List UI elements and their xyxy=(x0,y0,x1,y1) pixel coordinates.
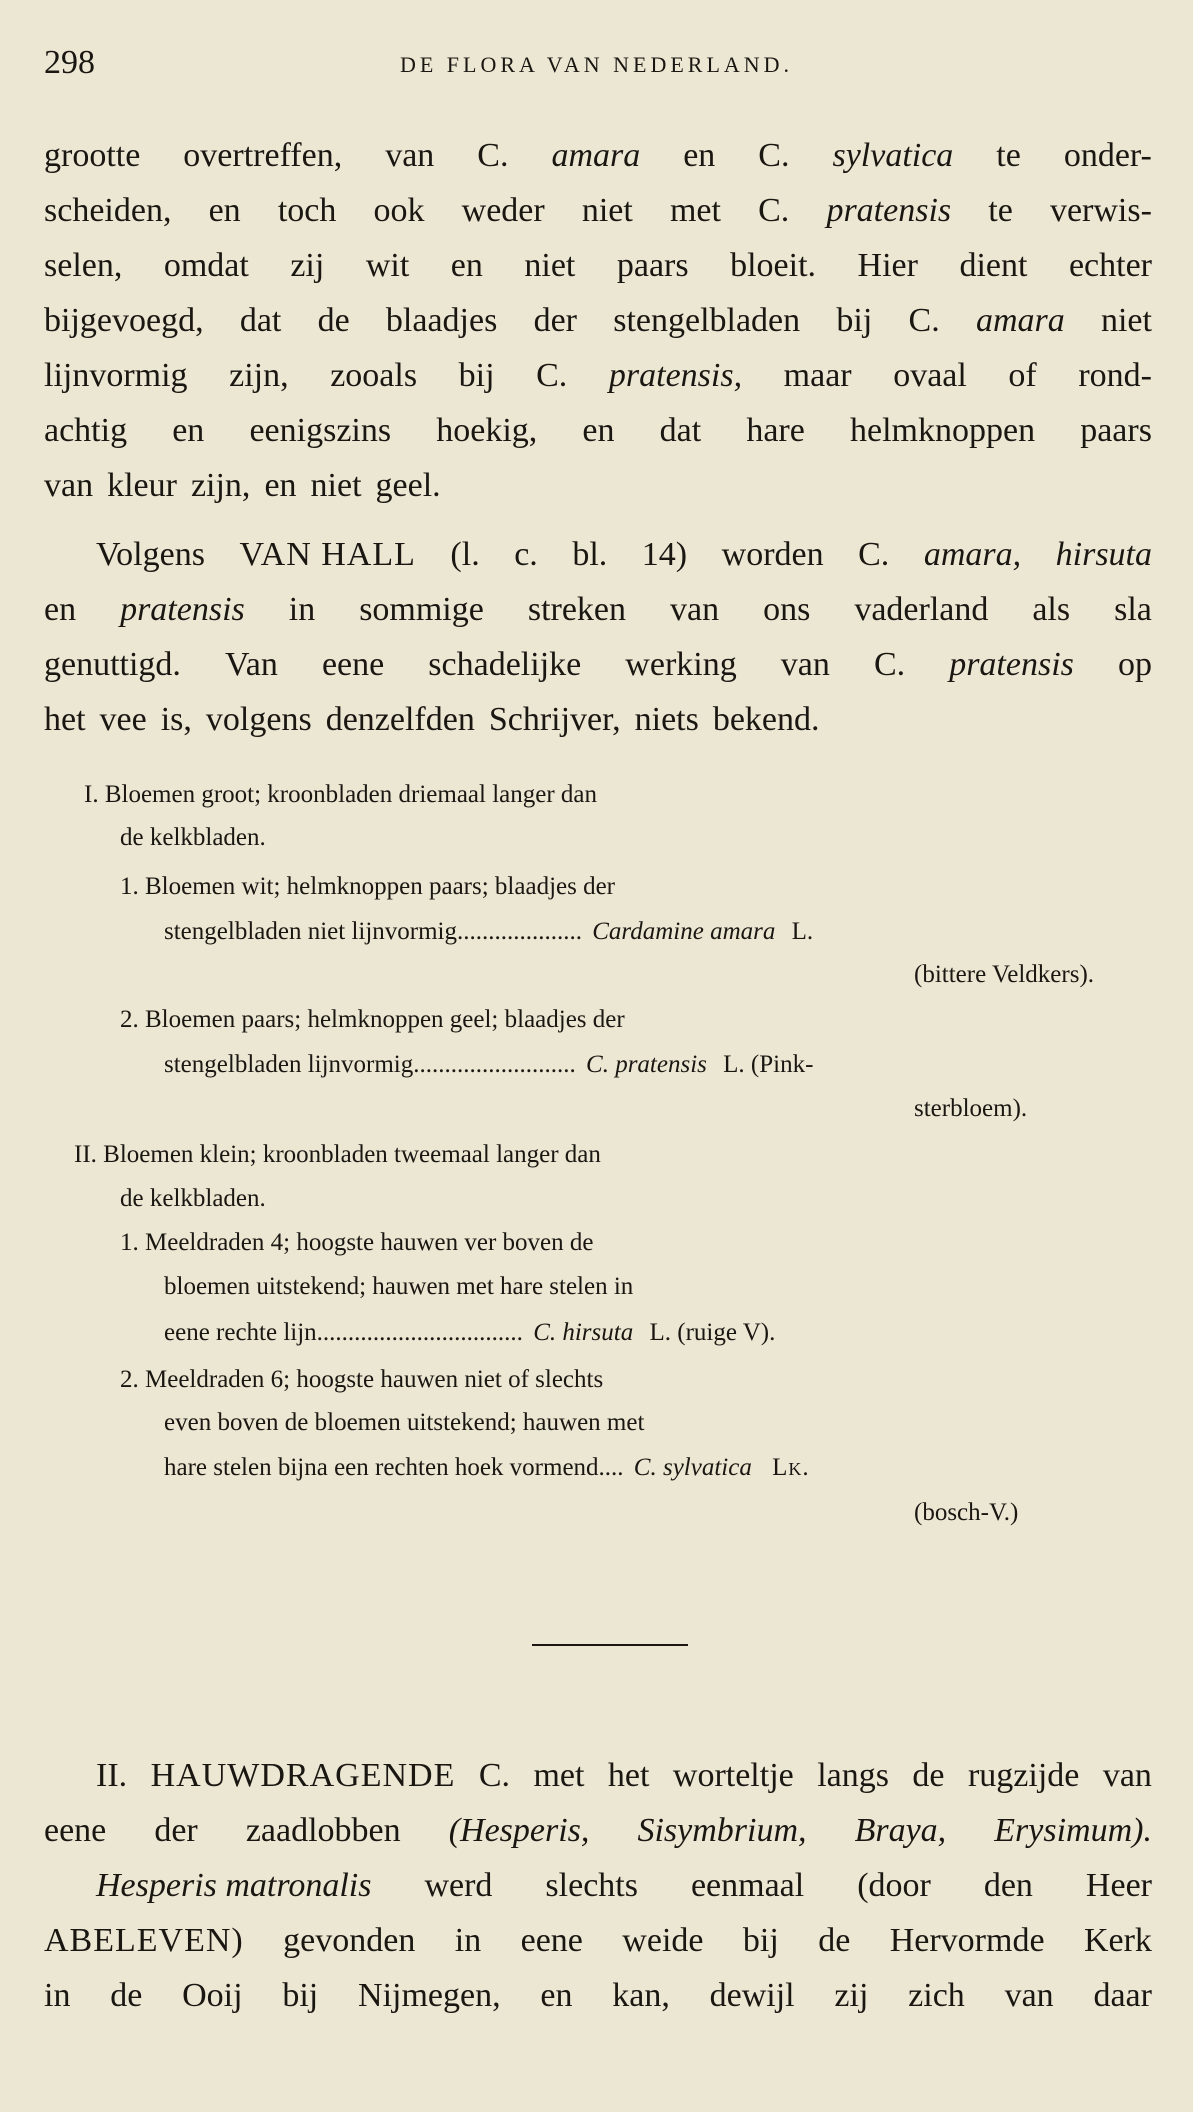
text-line xyxy=(44,348,1152,403)
word: Schrijver, xyxy=(488,701,621,738)
word: sommige xyxy=(359,591,484,628)
word: helmknoppen xyxy=(850,412,1036,449)
word: of xyxy=(1008,357,1037,394)
species-name: Hesperis matronalis xyxy=(96,1867,372,1904)
word: de xyxy=(912,1757,945,1794)
key-lead: hare stelen bijna een rechten hoek vormend.... xyxy=(164,1454,624,1481)
key-entry xyxy=(164,1050,1144,1080)
word: zooals xyxy=(330,357,418,394)
word: achtig xyxy=(44,412,128,449)
species-name: amara, xyxy=(923,536,1022,573)
text-line xyxy=(44,403,1152,458)
word: denzelfden xyxy=(325,701,475,738)
word: is, xyxy=(160,701,192,738)
identification-key xyxy=(44,780,1152,1580)
word: daar xyxy=(1093,1977,1152,2014)
word: zaadlobben xyxy=(245,1812,401,1849)
word: paars xyxy=(1080,412,1152,449)
word: bij xyxy=(742,1922,779,1959)
word: bl. xyxy=(572,536,608,573)
key-line: I. Bloemen groot; kroonbladen driemaal langer dan xyxy=(84,781,598,808)
word: C. xyxy=(536,357,568,394)
word: genuttigd. xyxy=(44,646,181,683)
word: in xyxy=(454,1922,482,1959)
paragraph-1 xyxy=(44,128,1152,513)
word: en xyxy=(172,412,205,449)
word: gevonden xyxy=(283,1922,416,1959)
key-line: 2. Meeldraden 6; hoogste hauwen niet of slechts xyxy=(120,1366,604,1393)
word: van xyxy=(1102,1757,1152,1794)
word: niets xyxy=(634,701,699,738)
word: het xyxy=(44,701,86,738)
genus-name: Erysimum). xyxy=(994,1812,1152,1849)
word: 14) xyxy=(641,536,688,573)
word: vee xyxy=(99,701,147,738)
word: zijn, xyxy=(229,357,289,394)
word: der xyxy=(533,302,577,339)
word: Hier xyxy=(857,247,918,284)
word: eenmaal xyxy=(690,1867,805,1904)
word: dewijl xyxy=(709,1977,795,2014)
key-line: 1. Bloemen wit; helmknoppen paars; blaadjes der xyxy=(120,873,616,900)
key-line: II. Bloemen klein; kroonbladen tweemaal langer dan xyxy=(74,1141,601,1168)
word: eene xyxy=(44,1812,107,1849)
word: kan, xyxy=(612,1977,670,2014)
word: Van xyxy=(225,646,278,683)
text-line xyxy=(44,1748,1152,1803)
word: schadelijke xyxy=(428,646,582,683)
word: dat xyxy=(239,302,282,339)
word: worteltje xyxy=(672,1757,794,1794)
word: hare xyxy=(746,412,805,449)
word: en xyxy=(683,137,716,174)
genus-name: Braya, xyxy=(854,1812,947,1849)
word: bijgevoegd, xyxy=(44,302,204,339)
word: niet xyxy=(524,247,576,284)
word: eene xyxy=(520,1922,583,1959)
species-name: sylvatica xyxy=(832,137,954,174)
word: en xyxy=(582,412,615,449)
key-lead: stengelbladen lijnvormig.......................... xyxy=(164,1051,576,1078)
paragraph-3 xyxy=(44,1748,1152,2023)
word: C. xyxy=(858,536,890,573)
species-name: amara xyxy=(551,137,641,174)
word: Hervormde xyxy=(889,1922,1045,1959)
word: van xyxy=(670,591,720,628)
word: Kerk xyxy=(1083,1922,1152,1959)
word: echter xyxy=(1068,247,1152,284)
word: overtreffen, xyxy=(183,137,343,174)
genus-name: (Hesperis, xyxy=(448,1812,590,1849)
word: bloeit. xyxy=(730,247,817,284)
word: ons xyxy=(763,591,811,628)
text-line xyxy=(44,1803,1152,1858)
species-name: pratensis xyxy=(120,591,245,628)
key-entry xyxy=(164,1453,1144,1483)
paragraph-2 xyxy=(44,527,1152,747)
page-number: 298 xyxy=(44,44,95,81)
word: rond- xyxy=(1078,357,1152,394)
species-name: Cardamine amara xyxy=(592,918,776,945)
word: in xyxy=(44,1977,71,2014)
word: sla xyxy=(1114,591,1152,628)
word: wit xyxy=(365,247,410,284)
word: zich xyxy=(908,1977,965,2014)
word: der xyxy=(154,1812,198,1849)
word: en xyxy=(450,247,483,284)
word: kleur xyxy=(107,467,177,504)
word: ook xyxy=(373,192,425,229)
key-line: de kelkbladen. xyxy=(120,1185,266,1212)
word: eene xyxy=(321,646,385,683)
key-lead: eene rechte lijn................................. xyxy=(164,1319,523,1346)
word: bekend. xyxy=(712,701,820,738)
word: c. xyxy=(514,536,538,573)
word: niet xyxy=(581,192,633,229)
word: zij xyxy=(834,1977,869,2014)
authority: L. (ruige V). xyxy=(649,1319,776,1346)
text-line xyxy=(44,637,1152,692)
species-name: pratensis, xyxy=(608,357,743,394)
common-name: (bittere Veldkers). xyxy=(914,961,1095,988)
word: stengelbladen xyxy=(613,302,801,339)
species-name: pratensis xyxy=(949,646,1074,683)
text-line xyxy=(44,1968,1152,2023)
species-name: pratensis xyxy=(826,192,952,229)
word: weder xyxy=(461,192,545,229)
key-line: 2. Bloemen paars; helmknoppen geel; blaadjes der xyxy=(120,1006,625,1033)
common-name: (bosch-V.) xyxy=(914,1499,1019,1526)
word: selen, xyxy=(44,247,123,284)
word: niet xyxy=(1100,302,1152,339)
species-name: C. pratensis xyxy=(586,1051,707,1078)
key-line: de kelkbladen. xyxy=(120,824,266,851)
word: omdat xyxy=(163,247,249,284)
word: weide xyxy=(622,1922,704,1959)
key-line: 1. Meeldraden 4; hoogste hauwen ver boven de xyxy=(120,1229,594,1256)
text-line xyxy=(44,1913,1152,1968)
word: en xyxy=(44,591,77,628)
word: met xyxy=(669,192,721,229)
species-name: hirsuta xyxy=(1055,536,1152,573)
word: maar xyxy=(783,357,852,394)
word: toch xyxy=(277,192,337,229)
text-line xyxy=(44,582,1152,637)
word: de xyxy=(110,1977,143,2014)
page-header xyxy=(44,44,1149,84)
word: werd xyxy=(424,1867,493,1904)
word: C. xyxy=(758,192,790,229)
word: C. xyxy=(908,302,940,339)
genus-name: Sisymbrium, xyxy=(637,1812,807,1849)
running-title: DE FLORA VAN NEDERLAND. xyxy=(399,52,794,77)
word: geel. xyxy=(375,467,441,504)
key-entry xyxy=(164,1318,1144,1348)
word: op xyxy=(1117,646,1152,683)
word: bij xyxy=(458,357,495,394)
word: C. xyxy=(758,137,790,174)
word: met xyxy=(533,1757,585,1794)
text-line xyxy=(44,692,1152,747)
word: verwis- xyxy=(1049,192,1152,229)
section-divider xyxy=(532,1644,688,1646)
species-name: C. sylvatica xyxy=(633,1454,752,1481)
word: (l. xyxy=(450,536,480,573)
word: niet xyxy=(310,467,362,504)
word: te xyxy=(988,192,1013,229)
word: de xyxy=(317,302,350,339)
word: hoekig, xyxy=(436,412,538,449)
word: Ooij xyxy=(182,1977,243,2014)
word: te xyxy=(996,137,1021,174)
word: vaderland xyxy=(854,591,989,628)
word: C. xyxy=(873,646,906,683)
word: van xyxy=(385,137,435,174)
word: bij xyxy=(282,1977,319,2014)
word: en xyxy=(264,467,297,504)
word: Heer xyxy=(1085,1867,1152,1904)
text-line xyxy=(44,527,1152,582)
word: en xyxy=(540,1977,573,2014)
word: slechts xyxy=(545,1867,638,1904)
text-line xyxy=(44,238,1152,293)
common-name: sterbloem). xyxy=(914,1095,1028,1122)
word: dat xyxy=(659,412,702,449)
text-line xyxy=(44,293,1152,348)
word: van xyxy=(1004,1977,1054,2014)
word: het xyxy=(607,1757,650,1794)
word: C. xyxy=(477,137,509,174)
word: bij xyxy=(836,302,873,339)
word: dient xyxy=(959,247,1028,284)
text-line xyxy=(44,183,1152,238)
authority: Lk. xyxy=(772,1454,810,1481)
word: (door xyxy=(857,1867,931,1904)
word: werking xyxy=(625,646,737,683)
word: C. xyxy=(478,1757,510,1794)
word: scheiden, xyxy=(44,192,172,229)
word: Volgens xyxy=(96,536,205,573)
author-name: VAN HALL xyxy=(239,536,416,573)
word: streken xyxy=(527,591,627,628)
word: blaadjes xyxy=(385,302,498,339)
person-name: ABELEVEN) xyxy=(44,1922,244,1959)
word: rugzijde xyxy=(967,1757,1080,1794)
text-line xyxy=(44,1858,1152,1913)
word: worden xyxy=(721,536,824,573)
text-line xyxy=(44,458,1152,513)
word: lijnvormig xyxy=(44,357,188,394)
key-line: bloemen uitstekend; hauwen met hare stelen in xyxy=(164,1273,634,1300)
key-entry xyxy=(164,917,1144,947)
word: II. xyxy=(96,1757,128,1794)
word: langs xyxy=(817,1757,889,1794)
authority: L. xyxy=(791,918,814,945)
word: in xyxy=(288,591,316,628)
word: onder- xyxy=(1063,137,1152,174)
key-lead: stengelbladen niet lijnvormig.................... xyxy=(164,918,582,945)
word: als xyxy=(1032,591,1071,628)
word: van xyxy=(780,646,830,683)
word: Nijmegen, xyxy=(358,1977,501,2014)
word: zijn, xyxy=(190,467,251,504)
word: zij xyxy=(290,247,325,284)
key-line: even boven de bloemen uitstekend; hauwen met xyxy=(164,1409,645,1436)
word: volgens xyxy=(205,701,312,738)
section-heading: HAUWDRAGENDE xyxy=(150,1757,456,1794)
word: paars xyxy=(616,247,689,284)
word: eenigszins xyxy=(249,412,392,449)
word: ovaal xyxy=(893,357,967,394)
text-line xyxy=(44,128,1152,183)
species-name: C. hirsuta xyxy=(533,1319,634,1346)
word: grootte xyxy=(44,137,141,174)
authority: L. (Pink- xyxy=(723,1051,814,1078)
word: en xyxy=(208,192,241,229)
word: van xyxy=(44,467,94,504)
word: de xyxy=(818,1922,851,1959)
species-name: amara xyxy=(975,302,1065,339)
word: den xyxy=(983,1867,1033,1904)
